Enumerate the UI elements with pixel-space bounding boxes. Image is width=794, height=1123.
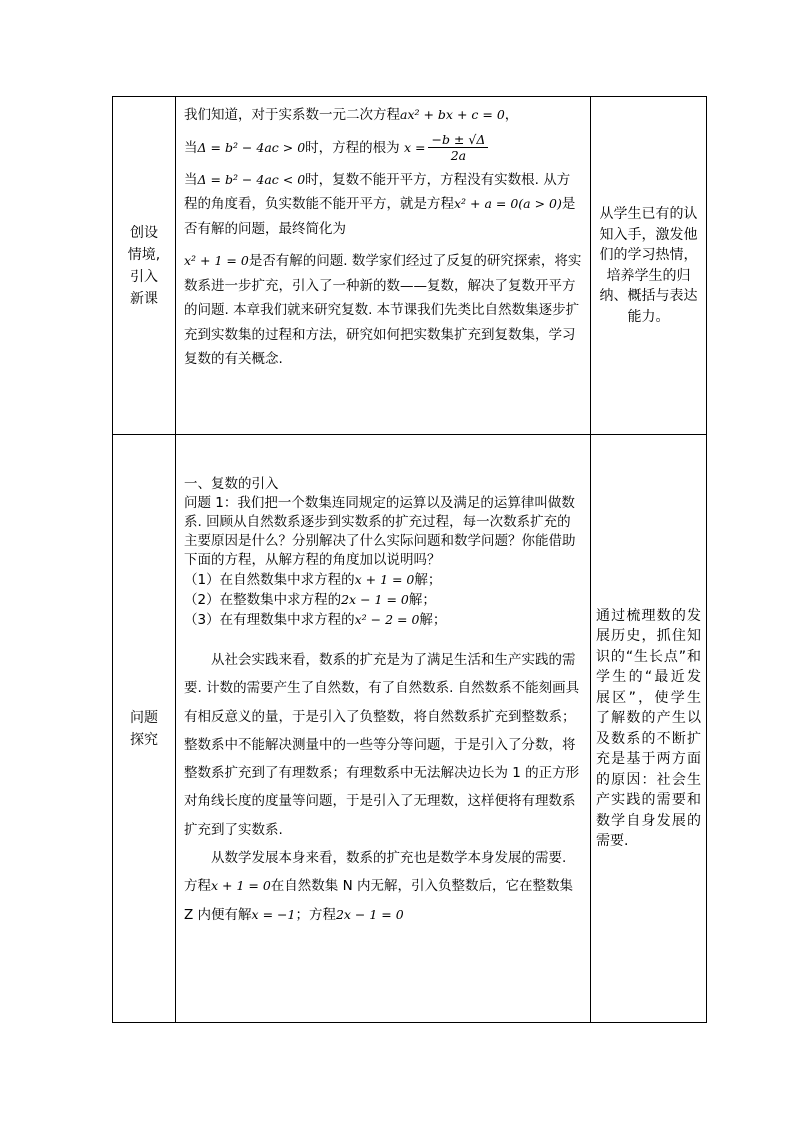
problem-item-2 (184, 590, 582, 610)
equation: x + 1 = 0 (354, 572, 415, 587)
stage-label: 问题 (130, 709, 158, 726)
text: 时，复数不能开平方，方程没有实数根. 从方程的角度看，负实数能不能开平方，就是方程 (184, 171, 571, 212)
history-paragraph-1: 从社会实践来看，数系的扩充是为了满足生活和生产实践的需要. 计数的需要产生了自然数，有了自然数系. 自然数系不能刻画具有相反意义的量，于是引入了负整数，将自然数系扩充到整数系；整数系中不能解决测量中的一些等分等问题，于是引入了分数，将整数系扩充到了有理数系；有理数系中无法解决边长为 1 的正方形对角线长度的度量等问题，于是引入了无理数，这样便将有理数系扩充到了实数系. (184, 652, 580, 838)
text: 解； (408, 592, 436, 608)
root-formula-lhs: x = (403, 139, 426, 155)
note-cell-explore: 通过梳理数的发展历史，抓住知识的“生长点”和学生的“最近发展区”，使学生了解数的产生以及数系的不断扩充是基于两方面的原因：社会生产实践的需要和数学自身发展的需要. (591, 435, 707, 1023)
stage-label: 引入 (130, 268, 158, 285)
stage-cell-intro (113, 97, 176, 435)
quadratic-equation: ax² + bx + c = 0 (400, 107, 505, 122)
text: （2）在整数集中求方程的 (184, 592, 342, 608)
equation-x2-plus-a: x² + a = 0(a > 0) (454, 196, 562, 211)
text: ， (504, 107, 519, 123)
text: （3）在有理数集中求方程的 (184, 612, 355, 628)
equation: 2x − 1 = 0 (341, 592, 409, 607)
fraction-numerator: −b ± √Δ (428, 132, 488, 148)
text: 在自然数集 N 内无解，引入负整数后，它在整数集 Z 内便有解 (184, 878, 573, 923)
equation-x2-plus-1: x² + 1 = 0 (184, 253, 249, 268)
table-row (113, 435, 707, 1023)
problem-item-3 (184, 610, 582, 630)
text: 是否有解的问题. 数学家们经过了反复的研究探索，将实数系进一步扩充，引入了一种新的数——复数，解决了复数开平方的问题. 本章我们就来研究复数. 本节课我们先类比自然数集逐步扩充到实数集的过程和方法，研究如何把实数集扩充到复数集，学习复数的有关概念. (184, 253, 582, 367)
root-formula-fraction (428, 132, 488, 163)
equation: 2x − 1 = 0 (335, 906, 404, 922)
note-cell-intro: 从学生已有的认知入手，激发他们的学习热情，培养学生的归纳、概括与表达能力。 (591, 97, 707, 435)
history-paragraph-2 (184, 844, 582, 929)
text: 解； (414, 572, 442, 588)
intro-paragraph-4 (184, 249, 582, 372)
intro-paragraph-3 (184, 168, 582, 242)
equation: x + 1 = 0 (211, 878, 271, 894)
stage-cell-explore (113, 435, 176, 1023)
discriminant-negative: Δ = b² − 4ac < 0 (197, 171, 306, 187)
text: 解； (419, 612, 447, 628)
text: 当 (184, 139, 198, 156)
equation: x = −1 (251, 906, 296, 922)
text: （1）在自然数集中求方程的 (184, 572, 355, 588)
section-heading: 一、复数的引入 (184, 476, 279, 492)
intro-paragraph-2 (184, 128, 582, 168)
intro-paragraph-1 (184, 103, 582, 128)
discriminant-positive: Δ = b² − 4ac > 0 (197, 139, 306, 155)
stage-label: 情境, (127, 246, 161, 263)
stage-label: 探究 (130, 731, 158, 748)
problem-item-1 (184, 570, 582, 590)
fraction-denominator: 2a (450, 148, 467, 163)
stage-label: 创设 (130, 224, 158, 241)
problem-1: 问题 1：我们把一个数集连同规定的运算以及满足的运算律叫做数系. 回顾从自然数系逐步到实数系的扩充过程，每一次数系扩充的主要原因是什么？分别解决了什么实际问题和数学问题？你能借助下面的方程，从解方程的角度加以说明吗？ (184, 495, 576, 568)
content-cell-intro (176, 97, 591, 435)
lesson-table (112, 96, 707, 1023)
text: ；方程 (295, 906, 336, 923)
text: 时，方程的根为 (305, 139, 400, 156)
equation: x² − 2 = 0 (354, 612, 420, 627)
text: 从数学发展本身来看，数系的扩充也是数学本身发展的需要. 方程 (184, 850, 567, 895)
text: 我们知道，对于实系数一元二次方程 (184, 107, 400, 123)
content-cell-explore (176, 435, 591, 1023)
table-row (113, 97, 707, 435)
stage-label: 新课 (130, 290, 158, 307)
text: 当 (184, 171, 198, 188)
text: 是否有解的问题，最终简化为 (184, 196, 576, 237)
